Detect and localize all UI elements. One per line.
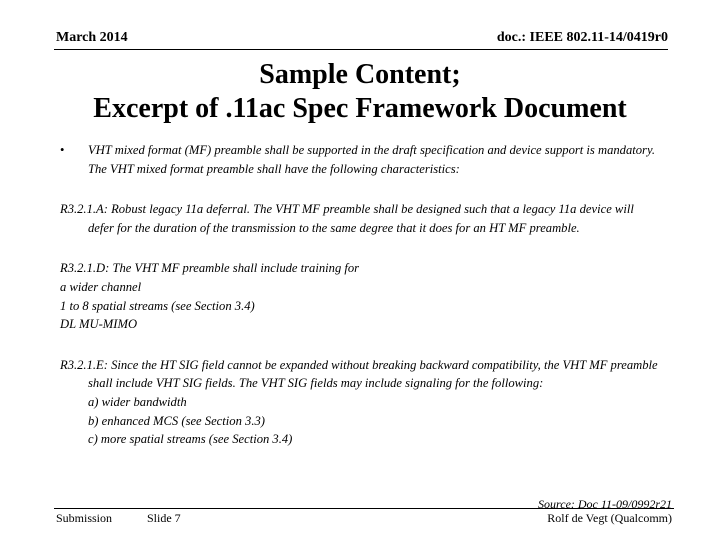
footer-author: Rolf de Vegt (Qualcomm) xyxy=(547,511,672,525)
header-divider xyxy=(54,49,668,50)
bullet-icon: • xyxy=(60,143,65,157)
bullet-text: VHT mixed format (MF) preamble shall be supported in the draft specification and device support is mandatory. The VHT mixed format preamble shall have the following characteristics: xyxy=(88,143,656,176)
bullet-item xyxy=(60,141,660,178)
footer-source-doc: Source: Doc 11-09/0992r21 xyxy=(538,497,672,511)
footer-source xyxy=(538,497,672,525)
requirement-d-line: a wider channel xyxy=(60,279,142,294)
footer-slide-number: Slide 7 xyxy=(147,511,181,525)
slide-title xyxy=(0,58,720,126)
requirement-d-line: R3.2.1.D: The VHT MF preamble shall include training for xyxy=(60,261,360,276)
requirement-e-item: b) enhanced MCS (see Section 3.3) xyxy=(88,413,265,428)
requirement-e-item: c) more spatial streams (see Section 3.4) xyxy=(88,432,293,447)
requirement-e-intro: R3.2.1.E: Since the HT SIG field cannot be expanded without breaking backward compatibility, the VHT MF preamble shall include VHT SIG fields. The VHT SIG fields may include signaling for the following: xyxy=(60,357,658,391)
title-line-1: Sample Content; xyxy=(259,59,461,90)
requirement-a: R3.2.1.A: Robust legacy 11a deferral. The VHT MF preamble shall be designed such that a legacy 11a device will defer for the duration of the transmission to the same degree that it does for an HT MF preamble. xyxy=(60,202,634,235)
requirement-d-line: DL MU-MIMO xyxy=(60,317,138,332)
requirement-e xyxy=(60,356,660,449)
header-doc-id: doc.: IEEE 802.11-14/0419r0 xyxy=(496,30,668,45)
footer-submission: Submission xyxy=(56,511,113,525)
requirement-e-item: a) wider bandwidth xyxy=(88,394,187,409)
header-date: March 2014 xyxy=(56,30,128,45)
requirement-d-line: 1 to 8 spatial streams (see Section 3.4) xyxy=(60,298,255,313)
title-line-2: Excerpt of .11ac Spec Framework Document xyxy=(93,93,627,124)
slide-body xyxy=(60,141,660,449)
requirement-d xyxy=(60,259,660,333)
